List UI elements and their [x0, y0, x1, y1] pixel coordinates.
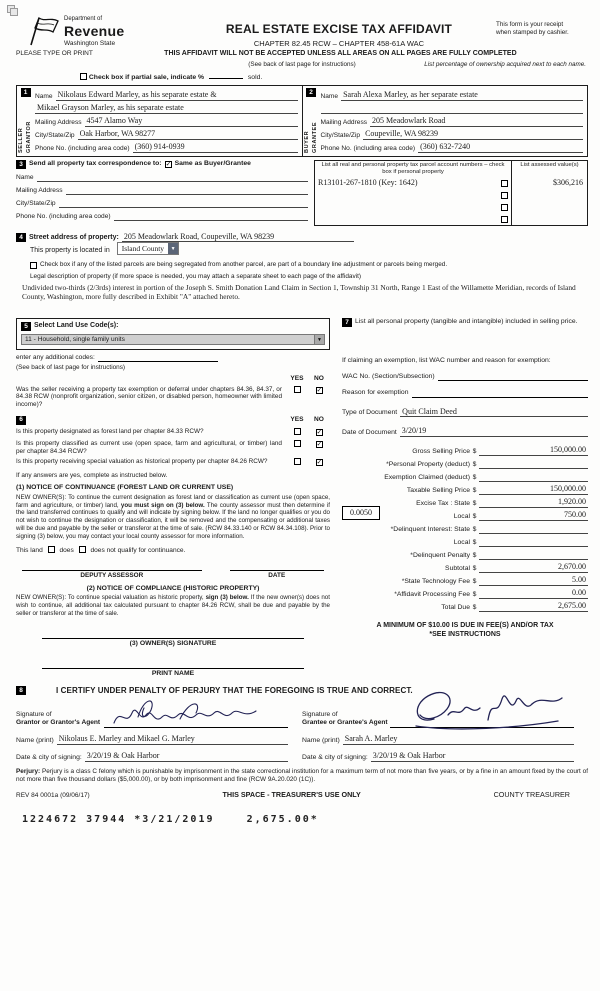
land-use-title: Select Land Use Code(s): — [34, 322, 119, 330]
form-header — [24, 16, 588, 48]
buyer-csz-label: City/State/Zip — [320, 132, 361, 140]
seller-mailing-label: Mailing Address — [35, 119, 82, 127]
fee-row-taxable — [342, 482, 588, 495]
grantee-sig-line1: Signature of — [302, 711, 338, 719]
fee-label: Local — [453, 538, 470, 546]
grantee-date-city-label: Date & city of signing: — [302, 753, 368, 761]
parcel-number-value[interactable]: R13101-267-1810 (Key: 1642) — [318, 178, 418, 188]
parcel-header: List all real and personal property tax parcel account numbers – check box if personal property — [321, 161, 505, 176]
section-4 — [16, 230, 588, 302]
owners-signature-line[interactable] — [42, 631, 304, 639]
fee-label: *Delinquent Interest: State — [390, 525, 470, 533]
deputy-date-line[interactable] — [230, 570, 324, 571]
treasurer-space-label: THIS SPACE - TREASURER'S USE ONLY — [222, 790, 361, 800]
seller-csz-label: City/State/Zip — [35, 132, 75, 140]
fee-value[interactable] — [479, 460, 588, 469]
reason-exemption-label: Reason for exemption — [342, 389, 409, 397]
same-as-buyer-label: Same as Buyer/Grantee — [174, 160, 251, 168]
corr-phone-label: Phone No. (including area code) — [16, 213, 111, 221]
dollar-sign: $ — [472, 512, 477, 520]
grantor-signature-block — [16, 702, 302, 762]
historic-no-checkbox[interactable]: ✓ — [316, 459, 323, 467]
grantor-vertical-label: GRANTOR — [26, 121, 32, 153]
buyer-side-rail — [304, 88, 319, 153]
cashier-receipt-stamp: 1224672 37944 *3/21/2019 2,675.00* — [22, 814, 319, 826]
fee-value[interactable]: 0.00 — [479, 588, 588, 599]
corr-name-input[interactable] — [37, 181, 308, 182]
grantee-date-city-input[interactable]: 3/20/19 & Oak Harbor — [371, 751, 574, 762]
fee-row-total-due — [342, 599, 588, 612]
seller-name2-input[interactable]: Mikael Grayson Marley, as his separate estate — [35, 103, 298, 114]
grantee-signature-block — [302, 702, 588, 762]
no-column-header-2: NO — [314, 416, 324, 424]
fee-label: Taxable Selling Price — [406, 486, 470, 494]
grantee-name-print-input[interactable]: Sarah A. Marley — [343, 734, 574, 745]
chevron-down-icon[interactable]: ▼ — [168, 243, 178, 254]
buyer-phone-label: Phone No. (including area code) — [320, 145, 416, 153]
dollar-sign: $ — [472, 499, 477, 507]
forest-yes-checkbox[interactable] — [294, 428, 301, 435]
fee-value[interactable] — [479, 551, 588, 560]
receipt-note-line2: when stamped by cashier. — [496, 28, 569, 36]
fee-value[interactable]: 5.00 — [479, 575, 588, 586]
partial-sale-label: Check box if partial sale, indicate % — [88, 73, 205, 81]
seller-name-label: Name — [35, 93, 53, 101]
land-use-code-value: 11 - Household, single family units — [25, 336, 125, 344]
claiming-exemption-note: If claiming an exemption, list WAC number and reason for exemption: — [342, 357, 551, 365]
grantee-vertical-label: GRANTEE — [311, 121, 318, 153]
dollar-sign: $ — [472, 525, 477, 533]
does-not-label: does not — [90, 547, 116, 555]
chapter-line: CHAPTER 82.45 RCW – CHAPTER 458-61A WAC — [253, 39, 425, 49]
current-use-yes-checkbox[interactable] — [294, 440, 301, 447]
notice1-text-a: NEW OWNER(S): To continue the current designation as forest land or classification as current use (open space, farm and agriculture, or timber) land, — [16, 493, 330, 509]
assessed-value-blank[interactable] — [511, 189, 587, 201]
buyer-name2-input[interactable] — [321, 113, 584, 114]
street-address-input[interactable]: 205 Meadowlark Road, Coupeville, WA 98239 — [122, 232, 355, 243]
legal-description-label: Legal description of property (if more space is needed, you may attach a separate sheet to each page of the affidavit) — [30, 273, 361, 281]
fee-value[interactable] — [479, 538, 588, 547]
seller-side-rail — [18, 88, 33, 153]
additional-codes-label: enter any additional codes: — [16, 354, 95, 362]
fee-label: Exemption Claimed (deduct) — [384, 473, 470, 481]
dollar-sign: $ — [472, 551, 477, 559]
county-dropdown[interactable] — [117, 242, 179, 255]
seller-vertical-label: SELLER — [18, 127, 25, 153]
yes-column-header-2: YES — [290, 416, 304, 424]
fee-row-personal-property — [342, 456, 588, 469]
forest-land-question-row — [16, 428, 330, 437]
fee-label: *Delinquent Penalty — [410, 551, 470, 559]
section-3 — [16, 160, 588, 226]
street-address-label: Street address of property: — [29, 233, 119, 241]
section-8 — [16, 686, 588, 762]
fee-label: *Personal Property (deduct) — [386, 460, 470, 468]
grantor-signature-line[interactable] — [104, 702, 288, 728]
assessed-value-header: List assessed value(s) — [511, 161, 587, 177]
dollar-sign: $ — [472, 486, 477, 494]
sold-label: sold. — [247, 73, 263, 81]
corr-csz-label: City/State/Zip — [16, 200, 56, 208]
seller-csz-input[interactable]: Oak Harbor, WA 98277 — [78, 129, 298, 140]
section-4-number: 4 — [16, 233, 26, 242]
buyer-section — [303, 86, 588, 156]
buyer-mailing-input[interactable]: 205 Meadowlark Road — [370, 116, 583, 127]
grantee-signature-line[interactable] — [390, 702, 574, 728]
notice2-text-a: NEW OWNER(S): To continue special valuation as historic property, — [16, 593, 204, 601]
county-dropdown-value: Island County — [121, 244, 165, 254]
historic-question-row — [16, 458, 330, 467]
fee-value[interactable]: 1,920.00 — [479, 497, 588, 508]
fee-table — [342, 443, 588, 612]
fee-row-gross — [342, 443, 588, 456]
owners-signature-label: (3) OWNER(S) SIGNATURE — [129, 639, 217, 647]
notice2-bold: sign (3) below. — [205, 593, 249, 601]
print-name-line[interactable] — [42, 661, 304, 669]
legal-description-text: Undivided two-thirds (2/3rds) interest in portion of the Joseph S. Smith Donation Land Claim in Section 1, Township 31 North, Range 1 East of the Willamette Meridian, records of Island County, Washington, more fully described in Exhibit "A" attached hereto. — [22, 282, 576, 302]
current-use-question-row — [16, 440, 330, 455]
date-of-document-input[interactable]: 3/20/19 — [400, 426, 588, 437]
buyer-csz-input[interactable]: Coupeville, WA 98239 — [363, 129, 583, 140]
assessed-value-blank[interactable] — [511, 201, 587, 213]
wac-number-input[interactable] — [438, 373, 588, 381]
parties-box — [16, 85, 588, 157]
see-back-note: (See back of last page for instructions) — [248, 60, 356, 68]
notice-continuance-body — [16, 494, 330, 542]
fee-value[interactable]: 150,000.00 — [479, 445, 588, 456]
fee-value[interactable]: 2,670.00 — [479, 562, 588, 573]
deputy-assessor-signature-line[interactable] — [22, 570, 202, 571]
grantor-name-print-input[interactable]: Nikolaus E. Marley and Mikael G. Marley — [57, 734, 288, 745]
annotation-square-front — [10, 8, 18, 16]
fee-row-state-technology-fee — [342, 573, 588, 586]
fee-row-affidavit-processing-fee — [342, 586, 588, 599]
no-column-header: NO — [314, 374, 324, 382]
grantee-signature — [396, 685, 566, 731]
corr-csz-input[interactable] — [59, 207, 308, 208]
assessed-value-blank[interactable] — [511, 213, 587, 225]
grantee-sig-line2: Grantee or Grantee's Agent — [302, 719, 388, 727]
see-back-note-2: (See back of last page for instructions) — [16, 363, 126, 371]
fee-label: *Affidavit Processing Fee — [394, 590, 470, 598]
deputy-assessor-label: DEPUTY ASSESSOR — [80, 572, 144, 580]
chevron-down-icon[interactable]: ▼ — [314, 335, 324, 344]
seller-phone-label: Phone No. (including area code) — [35, 145, 130, 153]
personal-property-checkbox-2[interactable] — [501, 192, 508, 199]
minimum-due-note — [342, 621, 588, 640]
grantor-signature — [110, 695, 260, 731]
type-of-document-label: Type of Document — [342, 408, 398, 416]
parcel-row — [315, 177, 587, 189]
please-type-or-print: PLEASE TYPE OR PRINT — [16, 50, 93, 58]
grantee-signature-label — [302, 711, 390, 727]
logo-revenue: Revenue — [64, 23, 125, 40]
fee-value[interactable] — [479, 473, 588, 482]
corr-mailing-input[interactable] — [66, 194, 308, 195]
form-revision-number: REV 84 0001a (09/06/17) — [16, 792, 90, 800]
flag-icon — [24, 16, 62, 46]
send-correspondence-label: Send all property tax correspondence to: — [29, 160, 162, 168]
fee-value[interactable] — [479, 525, 588, 534]
same-as-buyer-checkbox[interactable]: ✓ — [165, 160, 172, 168]
land-use-dropdown[interactable] — [21, 334, 325, 345]
does-label: does — [59, 547, 74, 555]
buyer-phone-input[interactable]: (360) 632-7240 — [418, 142, 583, 153]
fee-label: Subtotal — [445, 564, 470, 572]
fee-label: Excise Tax : State — [416, 499, 470, 507]
exemption-yes-checkbox[interactable] — [294, 386, 301, 393]
fee-row-delinquent-penalty — [342, 547, 588, 560]
deputy-date-label: DATE — [268, 572, 286, 580]
fee-label: Gross Selling Price — [412, 447, 470, 455]
notice1-bold: you must sign on (3) below. — [120, 501, 205, 509]
certify-statement: I CERTIFY UNDER PENALTY OF PERJURY THAT THE FOREGOING IS TRUE AND CORRECT. — [56, 686, 413, 696]
does-not-checkbox[interactable] — [79, 546, 86, 553]
dollar-sign: $ — [472, 577, 477, 585]
print-name-label: PRINT NAME — [151, 669, 195, 677]
not-accepted-warning: THIS AFFIDAVIT WILL NOT BE ACCEPTED UNLESS ALL AREAS ON ALL PAGES ARE FULLY COMPLETED — [164, 50, 517, 58]
receipt-note-line1: This form is your receipt — [496, 21, 564, 28]
dollar-sign: $ — [472, 460, 477, 468]
buyer-name-input[interactable]: Sarah Alexa Marley, as her separate estate — [341, 90, 583, 101]
current-use-question: Is this property classified as current use (open space, farm and agricultural, or timber) land per chapter 84.34 RCW? — [16, 439, 282, 455]
grantor-sig-line1: Signature of — [16, 711, 52, 719]
seller-mailing-input[interactable]: 4547 Alamo Way — [85, 116, 298, 127]
fee-row-delinquent-interest-state — [342, 521, 588, 534]
dollar-sign: $ — [472, 564, 477, 572]
notice-continuance-title: (1) NOTICE OF CONTINUANCE (FOREST LAND OR CURRENT USE) — [16, 484, 234, 492]
perjury-paragraph — [16, 768, 588, 785]
historic-yes-checkbox[interactable] — [294, 458, 301, 465]
fee-label: *State Technology Fee — [401, 577, 470, 585]
local-rate-box[interactable]: 0.0050 — [342, 506, 380, 520]
notice1-text-b: The county assessor must then determine if the land transferred continues to qualify and will indicate by signing below. If the land no longer qualifies or you do not wish to continue the designation or classification, it will be removed and the compensating or additional taxes will be due and payable by the seller or transferor at the time of sale. (RCW 84.33.140 or RCW 84.34.108). Prior to signing (3) below, you may contact your local county assessor for more information. — [16, 501, 330, 541]
parcel-row — [315, 201, 587, 213]
dor-logo — [24, 16, 182, 48]
section-1-number: 1 — [21, 88, 31, 97]
seller-name-input[interactable]: Nikolaus Edward Marley, as his separate estate & — [56, 90, 298, 101]
buyer-vertical-label: BUYER — [303, 130, 310, 153]
seller-phone-input[interactable]: (360) 914-0939 — [133, 142, 298, 153]
fee-label: Local — [453, 512, 470, 520]
continuance-qualify-row — [16, 546, 330, 555]
historic-question: Is this property receiving special valuation as historical property per chapter 84.26 RCW? — [16, 458, 268, 466]
personal-property-checkbox-4[interactable] — [501, 216, 508, 223]
minimum-due-line1: A MINIMUM OF $10.00 IS DUE IN FEE(S) AND/OR TAX — [376, 621, 554, 629]
buyer-name-label: Name — [320, 93, 339, 101]
date-of-document-label: Date of Document — [342, 428, 397, 436]
personal-property-checkbox-1[interactable] — [501, 180, 508, 187]
grantor-signature-label — [16, 711, 104, 727]
reason-exemption-input[interactable] — [412, 390, 589, 398]
grantor-date-city-label: Date & city of signing: — [16, 753, 82, 761]
dollar-sign: $ — [472, 590, 477, 598]
grantor-sig-line2: Grantor or Grantor's Agent — [16, 719, 101, 727]
grantor-name-print-label: Name (print) — [16, 736, 54, 744]
buyer-mailing-label: Mailing Address — [320, 119, 368, 127]
fee-row-subtotal — [342, 560, 588, 573]
corr-mailing-label: Mailing Address — [16, 187, 63, 195]
current-use-no-checkbox[interactable]: ✓ — [316, 440, 323, 448]
personal-property-checkbox-3[interactable] — [501, 204, 508, 211]
yes-column-header: YES — [290, 374, 304, 382]
section-6-number: 6 — [16, 416, 26, 425]
form-title: REAL ESTATE EXCISE TAX AFFIDAVIT — [225, 22, 453, 36]
does-checkbox[interactable] — [48, 546, 55, 553]
logo-washington-state: Washington State — [64, 39, 116, 47]
located-in-label: This property is located in — [30, 246, 110, 254]
ownership-percentage-note: List percentage of ownership acquired next to each name. — [424, 60, 586, 68]
fee-row-exemption — [342, 469, 588, 482]
qualify-label: qualify for continuance. — [117, 547, 186, 555]
dollar-sign: $ — [472, 447, 477, 455]
personal-property-note: List all personal property (tangible and intangible) included in selling price. — [355, 318, 578, 326]
fee-label: Total Due — [441, 603, 470, 611]
type-of-document-input[interactable]: Quit Claim Deed — [400, 407, 588, 418]
parcel-row — [315, 213, 587, 225]
additional-codes-input[interactable] — [98, 355, 218, 362]
fee-row-delinquent-interest-local — [342, 534, 588, 547]
county-treasurer-label: COUNTY TREASURER — [493, 790, 570, 800]
if-yes-note: If any answers are yes, complete as instructed below. — [16, 471, 168, 479]
dollar-sign: $ — [472, 603, 477, 611]
segregated-note: Check box if any of the listed parcels are being segregated from another parcel, are part of a boundary line adjustment or parcels being merged. — [40, 261, 448, 269]
fee-value[interactable]: 2,675.00 — [479, 601, 588, 612]
title-block — [182, 16, 496, 48]
dollar-sign: $ — [472, 473, 477, 481]
corr-phone-input[interactable] — [114, 220, 308, 221]
partial-sale-checkbox[interactable] — [80, 73, 87, 80]
section-7-number: 7 — [342, 318, 352, 327]
wac-number-label: WAC No. (Section/Subsection) — [342, 373, 435, 381]
perjury-label: Perjury: — [16, 767, 41, 775]
exemption-question: Was the seller receiving a property tax exemption or deferral under chapters 84.36, 84.37, or 84.38 RCW (nonprofit organization, senior citizen, or disabled person, homeowner with limited income)? — [16, 385, 282, 408]
fee-value[interactable]: 750.00 — [479, 510, 588, 521]
notice-compliance-body — [16, 594, 330, 618]
notice-compliance-title: (2) NOTICE OF COMPLIANCE (HISTORIC PROPERTY) — [86, 584, 260, 592]
forest-land-question: Is this property designated as forest land per chapter 84.33 RCW? — [16, 427, 204, 435]
perjury-text: Perjury is a class C felony which is punishable by imprisonment in the state correctional institution for a maximum term of not more than five years, or by a fine in an amount fixed by the court of not more than five thousand dollars ($5,000.00), or by both imprisonment and fine (RCW 9A.20.020 (1C)). — [16, 767, 588, 784]
grantee-name-print-label: Name (print) — [302, 736, 340, 744]
notice2-text-b: If the new owner(s) does not wish to continue, all additional tax calculated pursuant to chapter 84.26 RCW, shall be due and payable by the seller or transferor at the time of sale. — [16, 593, 330, 617]
this-land-label: This land — [16, 547, 43, 555]
left-column — [16, 318, 330, 678]
land-use-box — [16, 318, 330, 350]
exemption-no-checkbox[interactable]: ✓ — [316, 386, 323, 394]
segregated-checkbox[interactable] — [30, 262, 37, 269]
dollar-sign: $ — [472, 538, 477, 546]
seller-section — [17, 86, 303, 156]
section-8-number: 8 — [16, 686, 26, 695]
logo-text — [64, 16, 124, 48]
assessed-value: $306,216 — [511, 177, 587, 189]
fee-row-excise-local — [342, 508, 588, 521]
logo-department-of: Department of — [64, 16, 103, 22]
annotation-icon — [7, 5, 19, 17]
parcel-table — [314, 160, 588, 226]
parcel-row — [315, 189, 587, 201]
exemption-question-row — [16, 386, 330, 409]
see-instructions-line: *SEE INSTRUCTIONS — [429, 631, 501, 639]
corr-name-label: Name — [16, 174, 34, 182]
section-2-number: 2 — [306, 88, 316, 97]
partial-sale-percent-input[interactable] — [209, 72, 243, 79]
grantor-date-city-input[interactable]: 3/20/19 & Oak Harbor — [85, 751, 288, 762]
section-5-number: 5 — [21, 322, 31, 331]
forest-no-checkbox[interactable]: ✓ — [316, 428, 323, 436]
fee-value[interactable]: 150,000.00 — [479, 484, 588, 495]
section-3-number: 3 — [16, 160, 26, 169]
receipt-note — [496, 16, 588, 48]
footer-row — [16, 791, 588, 800]
right-column — [342, 318, 588, 678]
